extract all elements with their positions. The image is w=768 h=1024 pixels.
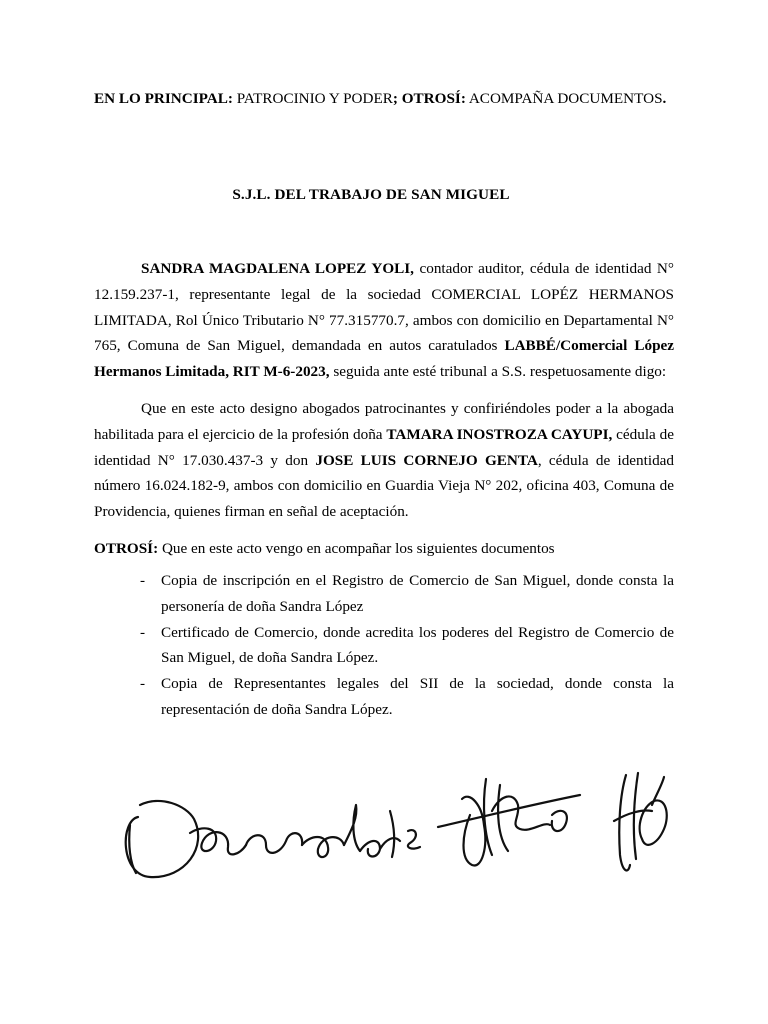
sponsorship-paragraph xyxy=(94,396,674,525)
signatures-area xyxy=(90,755,690,895)
list-dash: - xyxy=(140,675,146,693)
lawyer-2-name: JOSE LUIS CORNEJO GENTA xyxy=(315,451,538,469)
document-item-text: Certificado de Comercio, donde acredita los poderes del Registro de Comercio de San Miguel, de doña Sandra López. xyxy=(161,623,674,667)
lawyer-1-name: TAMARA INOSTROZA CAYUPI, xyxy=(386,425,613,443)
heading-separator: ; xyxy=(392,90,398,107)
documents-list xyxy=(94,568,674,723)
appearance-text-b: seguida ante esté tribunal a S.S. respetuosamente digo: xyxy=(329,363,667,381)
list-dash: - xyxy=(140,572,146,589)
sponsorship-text-c: , cédula de identidad número 16.024.182-9, ambos con domicilio en Guardia Vieja N° 202, oficina 403, Comuna de Providencia, quienes firman en señal de aceptación. xyxy=(94,451,674,521)
sponsorship-text-a: Que en este acto designo abogados patrocinantes y confiriéndoles poder a la abogada habilitada para el ejercicio de la profesión doña xyxy=(94,400,674,443)
document-heading xyxy=(94,86,674,112)
court-title: S.J.L. DEL TRABAJO DE SAN MIGUEL xyxy=(232,186,510,203)
list-item xyxy=(94,620,674,672)
appearance-text-a: contador auditor, cédula de identidad N° 12.159.237-1, representante legal de la sociedad COMERCIAL LOPÉZ HERMANOS LIMITADA, Rol Único Tributario N° 77.315770.7, ambos con domicilio en Departamental N° 765, Comuna de San Miguel, demandada en autos caratulados xyxy=(94,260,674,355)
list-item xyxy=(94,671,674,723)
signature-jose-luis-cornejo xyxy=(614,773,667,870)
list-dash: - xyxy=(140,623,146,641)
document-item-text: Copia de inscripción en el Registro de Comercio de San Miguel, donde consta la personería de doña Sandra López xyxy=(161,572,674,615)
sponsorship-text-b: cédula de identidad N° 17.030.437-3 y don xyxy=(94,425,675,469)
otrosi-label: OTROSÍ: xyxy=(94,540,159,557)
heading-end: . xyxy=(662,90,667,107)
otrosi-paragraph xyxy=(94,536,674,562)
signature-sandra-lopez xyxy=(126,801,420,877)
principal-label: EN LO PRINCIPAL: xyxy=(94,90,233,107)
case-caption: LABBÉ/Comercial López Hermanos Limitada, RIT M-6-2023, xyxy=(94,337,674,381)
principal-text: PATROCINIO Y PODER xyxy=(236,90,393,107)
otrosi-text: Que en este acto vengo en acompañar los siguientes documentos xyxy=(158,540,555,557)
list-item xyxy=(94,568,674,620)
appearance-paragraph xyxy=(94,256,674,385)
signature-tamara-inostroza xyxy=(438,779,580,865)
otrosi-heading-label: OTROSÍ: xyxy=(401,90,466,107)
appearing-name: SANDRA MAGDALENA LOPEZ YOLI, xyxy=(141,260,414,277)
otrosi-heading-text: ACOMPAÑA DOCUMENTOS xyxy=(468,90,663,107)
document-item-text: Copia de Representantes legales del SII de la sociedad, donde consta la representación de doña Sandra López. xyxy=(161,675,674,718)
